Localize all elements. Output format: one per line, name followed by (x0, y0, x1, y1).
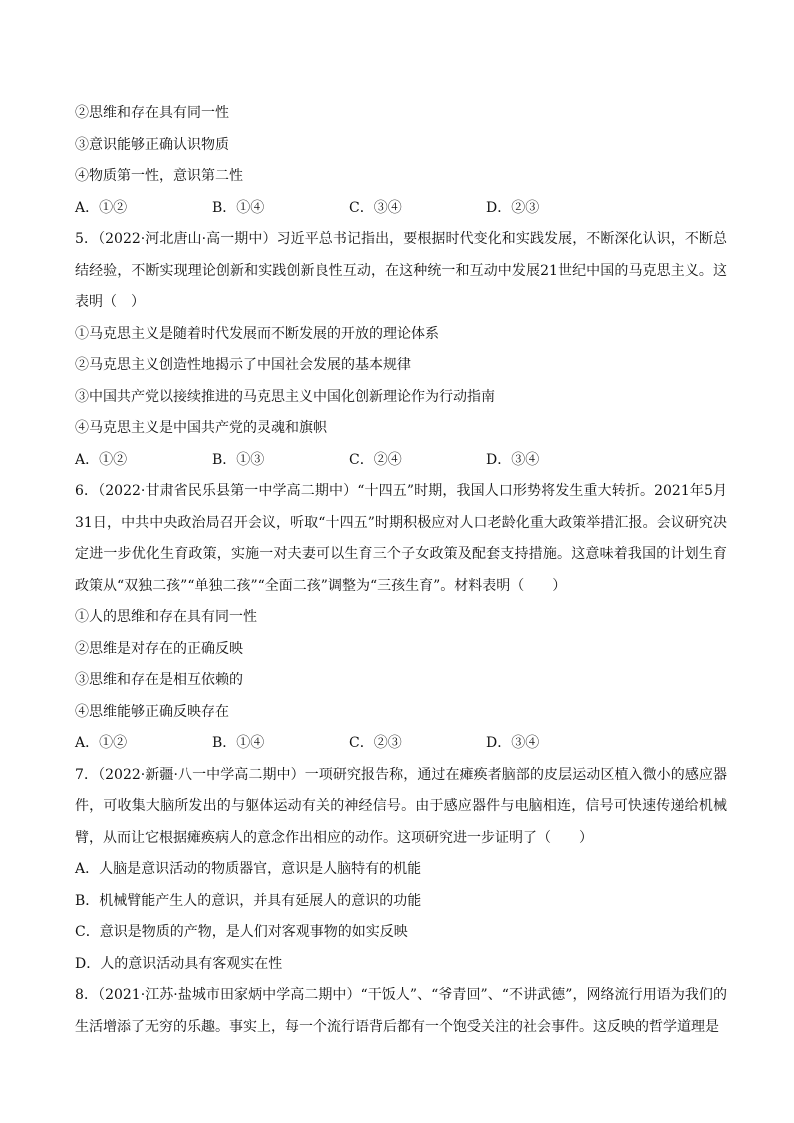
choice-a: A．人脑是意识活动的物质器官，意识是人脑特有的机能 (75, 861, 422, 877)
question-stem: 8．（2021·江苏·盐城市田家炳中学高二期中）“干饭人”、“爷青回”、“不讲武德”，网络流行用语为我们的生活增添了无穷的乐趣。事实上，每一个流行语背后都有一个饱受关注的社会事件。这反映的哲学道理是 (75, 987, 727, 1035)
option-b: B．①③ (212, 451, 265, 468)
question-stem: 5．（2022·河北唐山·高一期中）习近平总书记指出，要根据时代变化和实践发展，不断深化认识，不断总结经验，不断实现理论创新和实践创新良性互动，在这种统一和互动中发展21世纪中国的马克思主义。这表明（ ） (75, 231, 727, 310)
option-d: D．③④ (486, 735, 540, 751)
answer-options (75, 193, 727, 225)
question-8 (75, 980, 727, 1043)
statement-item: ④物质第一性，意识第二性 (75, 168, 243, 184)
exam-page (75, 98, 727, 1043)
statement-item: ②思维是对存在的正确反映 (75, 640, 243, 657)
statement-item: ④思维能够正确反映存在 (75, 703, 229, 720)
option-c: C．②④ (349, 451, 402, 468)
statement-item: ②思维和存在具有同一性 (75, 105, 229, 121)
choice-c: C．意识是物质的产物，是人们对客观事物的如实反映 (75, 924, 408, 940)
statement-item: ③意识能够正确认识物质 (75, 136, 229, 153)
question-stem: 7．（2022·新疆·八一中学高二期中）一项研究报告称，通过在瘫痪者脑部的皮层运动区植入微小的感应器件，可收集大脑所发出的与躯体运动有关的神经信号。由于感应器件与电脑相连，信号可快速传递给机械臂，从而让它根据瘫痪病人的意念作出相应的动作。这项研究进一步证明了（ ） (75, 766, 727, 846)
option-d: D．②③ (486, 199, 540, 216)
question-stem: 6．（2022·甘肃省民乐县第一中学高二期中）“十四五”时期，我国人口形势将发生重大转折。2021年5月31日，中共中央政治局召开会议，听取“十四五”时期积极应对人口老龄化重大政策举措汇报。会议研究决定进一步优化生育政策，实施一对夫妻可以生育三个子女政策及配套支持措施。这意味着我国的计划生育政策从“双独二孩”“单独二孩”“全面二孩”调整为“三孩生育”。材料表明（ ） (75, 483, 727, 594)
statement-item: ④马克思主义是中国共产党的灵魂和旗帜 (75, 420, 327, 436)
statement-item: ②马克思主义创造性地揭示了中国社会发展的基本规律 (75, 357, 411, 373)
question-6 (75, 476, 727, 760)
option-d: D．③④ (486, 451, 540, 468)
option-a: A．①② (75, 199, 128, 216)
question-7 (75, 760, 727, 981)
statement-item: ③中国共产党以接续推进的马克思主义中国化创新理论作为行动指南 (75, 388, 495, 405)
option-b: B．①④ (212, 735, 265, 751)
option-b: B．①④ (212, 199, 265, 216)
statement-item: ①马克思主义是随着时代发展而不断发展的开放的理论体系 (75, 325, 439, 342)
statement-item: ③思维和存在是相互依赖的 (75, 672, 243, 688)
choice-b: B．机械臂能产生人的意识，并具有延展人的意识的功能 (75, 892, 422, 909)
option-c: C．②③ (349, 735, 402, 751)
option-c: C．③④ (349, 199, 402, 216)
question-5 (75, 224, 727, 476)
question-4-tail (75, 98, 727, 224)
choice-d: D．人的意识活动具有客观实在性 (75, 955, 283, 972)
answer-options (75, 445, 727, 477)
option-a: A．①② (75, 735, 128, 751)
answer-options (75, 728, 727, 760)
option-a: A．①② (75, 451, 128, 468)
statement-item: ①人的思维和存在具有同一性 (75, 609, 257, 625)
